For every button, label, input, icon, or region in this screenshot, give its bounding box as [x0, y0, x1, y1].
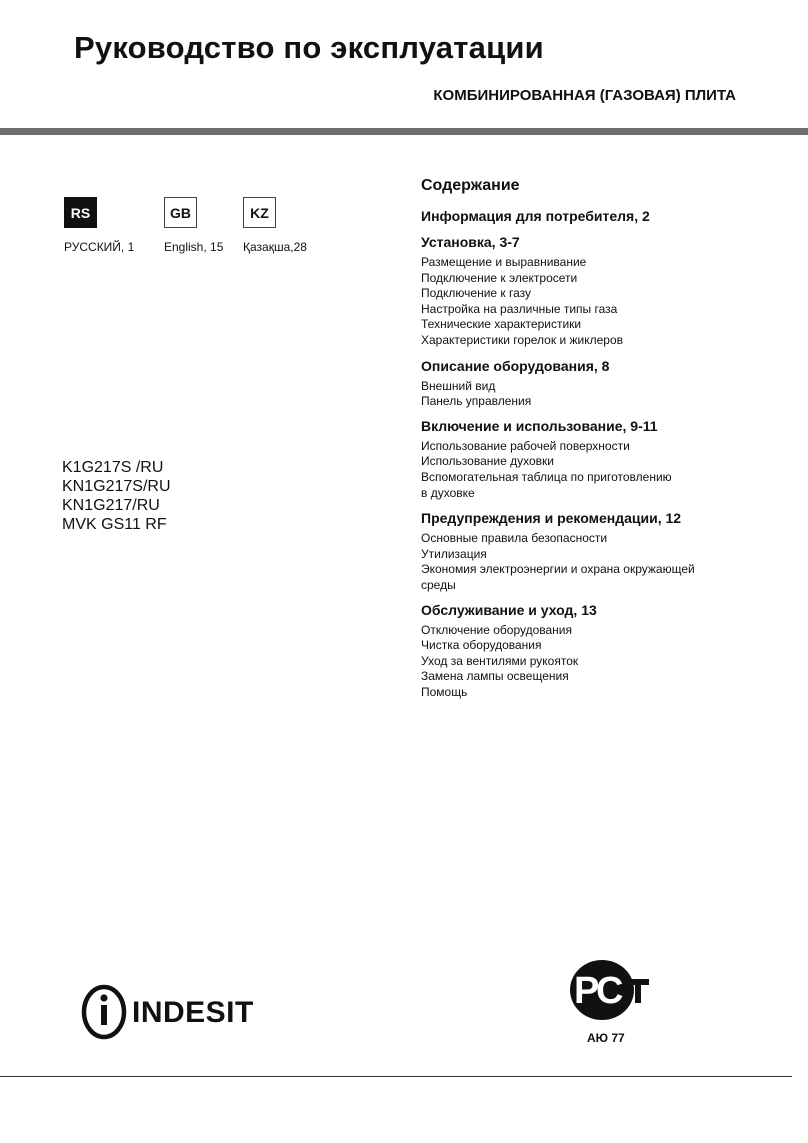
lang-label-kz: Қазақша,28 [243, 240, 307, 254]
model-name: K1G217S /RU [62, 459, 164, 476]
toc-section-title: Включение и использование, 9-11 [421, 417, 658, 434]
toc-section [421, 357, 791, 410]
indesit-logo [80, 982, 280, 1042]
model-list [62, 458, 171, 534]
svg-text:C: C [596, 970, 624, 1012]
toc-item: среды [421, 577, 456, 592]
toc-item: Помощь [421, 684, 468, 699]
lang-badge-rs: RS [64, 197, 97, 228]
toc-section-title: Установка, 3-7 [421, 234, 520, 250]
toc-item-list [421, 531, 791, 593]
toc-item: Использование рабочей поверхности [421, 438, 630, 453]
toc-item-list [421, 379, 791, 410]
svg-text:P: P [574, 970, 600, 1012]
model-name: KN1G217S/RU [62, 478, 171, 495]
toc-item-list [421, 255, 791, 349]
toc-section-title: Обслуживание и уход, 13 [421, 601, 597, 618]
page-title: Руководство по эксплуатации [74, 30, 544, 65]
lang-label-rs: РУССКИЙ, 1 [64, 240, 135, 254]
certification-code: АЮ 77 [587, 1031, 625, 1045]
toc-item-list [421, 623, 791, 701]
toc-section [421, 417, 791, 501]
toc-section [421, 233, 791, 349]
toc-item: Внешний вид [421, 378, 496, 393]
toc-item: Панель управления [421, 394, 532, 409]
toc-section [421, 207, 791, 225]
toc-item: Размещение и выравнивание [421, 255, 587, 269]
toc-item: Характеристики горелок и жиклеров [421, 332, 623, 347]
model-name: KN1G217/RU [62, 497, 160, 514]
toc-item: Подключение к газу [421, 286, 532, 301]
footer-divider [0, 1076, 792, 1077]
model-name: MVK GS11 RF [62, 516, 167, 533]
toc-item: в духовке [421, 485, 475, 500]
toc-heading: Содержание [421, 177, 520, 194]
logo-wordmark: INDESIT [132, 996, 254, 1029]
toc-section [421, 509, 791, 593]
pct-certification-mark [569, 959, 651, 1021]
toc-section-title: Описание оборудования, 8 [421, 357, 610, 374]
toc-item: Экономия электроэнергии и охрана окружающей [421, 562, 695, 577]
toc-item: Технические характеристики [421, 317, 582, 332]
toc-item: Утилизация [421, 546, 487, 561]
toc-item: Чистка оборудования [421, 638, 542, 653]
toc-item: Настройка на различные типы газа [421, 301, 618, 316]
toc-section [421, 601, 791, 701]
toc-item: Подключение к электросети [421, 270, 578, 285]
toc-section-title: Предупреждения и рекомендации, 12 [421, 510, 682, 527]
header-divider [0, 128, 808, 135]
toc-item: Вспомогательная таблица по приготовлению [421, 469, 672, 484]
toc-item: Уход за вентилями рукояток [421, 653, 579, 668]
toc-section-title: Информация для потребителя, 2 [421, 208, 650, 224]
toc-item: Отключение оборудования [421, 622, 572, 637]
toc-item-list [421, 439, 791, 501]
toc-item: Основные правила безопасности [421, 531, 608, 546]
lang-label-gb: English, 15 [164, 240, 224, 254]
lang-badge-gb: GB [164, 197, 197, 228]
toc-item: Замена лампы освещения [421, 669, 569, 684]
lang-badge-kz: KZ [243, 197, 276, 228]
page-subtitle: КОМБИНИРОВАННАЯ (ГАЗОВАЯ) ПЛИТА [433, 87, 736, 104]
table-of-contents [421, 177, 791, 700]
toc-item: Использование духовки [421, 454, 554, 469]
